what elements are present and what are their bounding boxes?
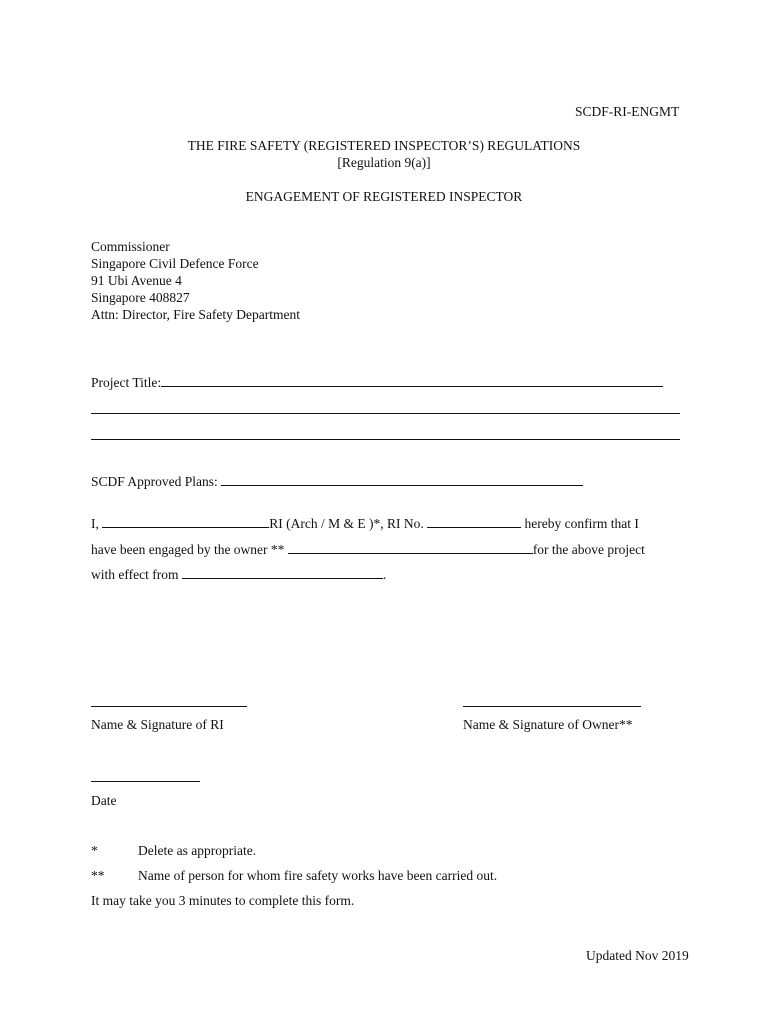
ri-number-field[interactable] (427, 515, 521, 528)
engagement-title: ENGAGEMENT OF REGISTERED INSPECTOR (245, 189, 523, 204)
engaged-text: have been engaged by the owner ** (91, 542, 285, 557)
effective-date-field[interactable] (182, 566, 383, 579)
ri-signature-label: Name & Signature of RI (91, 717, 224, 732)
ri-name-field[interactable] (102, 515, 269, 528)
owner-name-field[interactable] (288, 541, 533, 554)
address-line-commissioner: Commissioner (91, 239, 170, 254)
date-label: Date (91, 793, 117, 808)
date-line[interactable] (91, 781, 200, 782)
note-1-marker: * (91, 843, 98, 858)
declaration-line-3 (91, 566, 386, 583)
project-title-line-3[interactable] (91, 439, 680, 440)
owner-signature-line[interactable] (463, 706, 641, 707)
address-line-street: 91 Ubi Avenue 4 (91, 273, 182, 288)
declaration-i-label: I, (91, 516, 99, 531)
period-text: . (382, 567, 387, 582)
ri-category-label: RI (Arch / M & E )*, RI No. (269, 516, 424, 531)
owner-signature-label: Name & Signature of Owner** (463, 717, 633, 732)
project-title-row (91, 374, 663, 391)
declaration-line-2 (91, 541, 645, 558)
recipient-address (91, 238, 300, 323)
confirm-text: hereby confirm that I (524, 516, 639, 531)
updated-date: Updated Nov 2019 (586, 948, 689, 963)
note-1-text: Delete as appropriate. (138, 843, 257, 858)
project-title-line-2[interactable] (91, 413, 680, 414)
form-code: SCDF-RI-ENGMT (575, 104, 680, 119)
regulation-reference: [Regulation 9(a)] (337, 155, 431, 170)
project-text: for the above project (532, 542, 645, 557)
note-2-text: Name of person for whom fire safety works have been carried out. (138, 868, 498, 883)
regulation-title: THE FIRE SAFETY (REGISTERED INSPECTOR’S) REGULATIONS (187, 138, 581, 153)
ri-signature-line[interactable] (91, 706, 247, 707)
project-title-label: Project Title: (91, 375, 162, 390)
effect-text: with effect from (91, 567, 179, 582)
project-title-field[interactable] (161, 374, 663, 387)
address-line-attention: Attn: Director, Fire Safety Department (91, 307, 301, 322)
declaration-line-1 (91, 515, 639, 532)
note-2-marker: ** (91, 868, 105, 883)
approved-plans-field[interactable] (221, 473, 583, 486)
approved-plans-row (91, 473, 583, 490)
time-note: It may take you 3 minutes to complete this form. (91, 893, 355, 908)
address-line-organisation: Singapore Civil Defence Force (91, 256, 259, 271)
approved-plans-label: SCDF Approved Plans: (91, 474, 218, 489)
address-line-postal: Singapore 408827 (91, 290, 190, 305)
